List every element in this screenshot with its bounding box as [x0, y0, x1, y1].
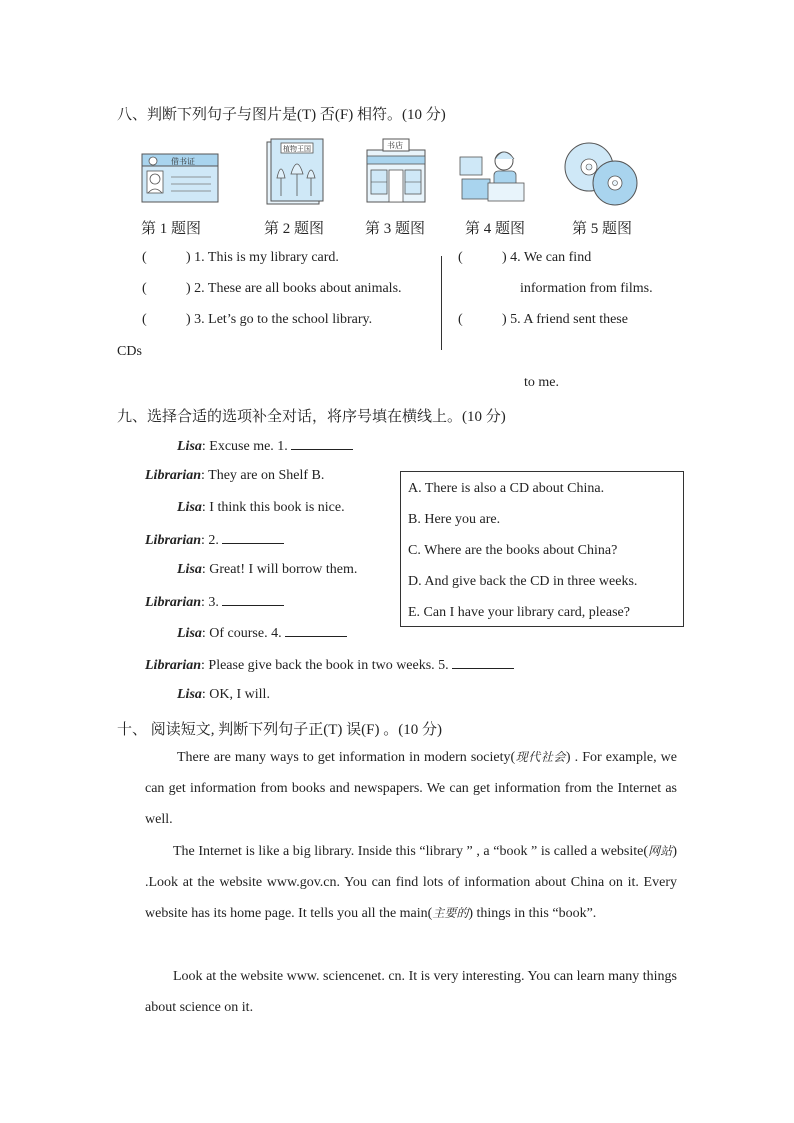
dialogue-text: : Please give back the book in two weeks. 5.: [201, 658, 449, 673]
book-title: 植物王国: [283, 145, 311, 153]
passage-paragraph-2: [145, 836, 677, 929]
q3-wrap-text: CDs: [117, 344, 142, 359]
dialogue-text: : 2.: [201, 533, 219, 548]
section-9-heading: 九、选择合适的选项补全对话，将序号填在横线上。(10 分): [117, 409, 506, 425]
card-title: 借书证: [171, 157, 195, 166]
p2-gloss-2: 主要的: [432, 906, 469, 920]
p2-part-b: ) .Look at the website www.gov.cn. You can find lots of information about China on it. Every website has its home page. It tells you all the main(: [145, 844, 677, 921]
speaker: Lisa: [177, 626, 202, 641]
dialogue-line-7: [177, 624, 347, 642]
p2-part-a: The Internet is like a big library. Inside this “library ” , a “book ” is called a website(: [173, 844, 649, 859]
dialogue-line-2: [145, 468, 324, 484]
picture-caption-1: 第 1 题图: [141, 221, 202, 237]
speaker: Librarian: [145, 658, 202, 673]
q4-open-paren: (: [458, 250, 463, 265]
picture-caption-4: 第 4 题图: [465, 221, 526, 237]
option-d: D. And give back the CD in three weeks.: [408, 574, 638, 589]
speaker: Librarian: [145, 595, 202, 610]
book-icon: [265, 138, 325, 211]
picture-caption-3: 第 3 题图: [365, 221, 426, 237]
speaker: Lisa: [177, 562, 202, 577]
answer-blank-3[interactable]: [222, 593, 284, 606]
library-card-icon: [141, 153, 219, 208]
section-8-heading: 八、判断下列句子与图片是(T) 否(F) 相符。(10 分): [117, 107, 446, 123]
q1-text: ) 1. This is my library card.: [186, 250, 339, 265]
dialogue-line-9: [177, 687, 270, 703]
dialogue-line-4: [145, 531, 284, 549]
dialogue-line-6: [145, 593, 284, 611]
cds-icon: [563, 141, 641, 212]
q3-text: ) 3. Let’s go to the school library.: [186, 312, 373, 327]
speaker: Librarian: [145, 533, 202, 548]
option-b: B. Here you are.: [408, 512, 501, 527]
dialogue-text: : Of course. 4.: [201, 626, 282, 641]
shop-sign: 书店: [387, 141, 403, 150]
section-10-heading: 十、 阅读短文, 判断下列句子正(T) 误(F) 。(10 分): [117, 722, 442, 738]
q5-text-line2: to me.: [524, 375, 559, 390]
passage-paragraph-3: Look at the website www. sciencenet. cn. It is very interesting. You can learn many things about science on it.: [145, 969, 677, 1015]
q5-open-paren: (: [458, 312, 463, 327]
dialogue-line-1: [177, 437, 353, 455]
dialogue-text: : I think this book is nice.: [201, 500, 345, 515]
q5-text: ) 5. A friend sent these: [502, 312, 628, 327]
film-watching-icon: [458, 147, 528, 210]
p1-part-b: ) . For example, we can get information from books and newspapers. We can get information from the Internet as well.: [145, 750, 677, 827]
passage-paragraph-1: [145, 742, 677, 835]
dialogue-text: : OK, I will.: [201, 687, 270, 702]
p2-part-c: ) things in this “book”.: [468, 906, 597, 921]
bookstore-icon: [365, 136, 427, 209]
speaker: Librarian: [145, 468, 202, 483]
p1-gloss: 现代社会: [515, 750, 566, 764]
p1-part-a: There are many ways to get information in modern society(: [177, 750, 516, 765]
picture-caption-5: 第 5 题图: [572, 221, 633, 237]
picture-caption-2: 第 2 题图: [264, 221, 325, 237]
option-a: A. There is also a CD about China.: [408, 481, 605, 496]
q2-open-paren: (: [142, 281, 147, 296]
answer-blank-1[interactable]: [291, 437, 353, 450]
column-divider: [441, 256, 442, 350]
option-c: C. Where are the books about China?: [408, 543, 618, 558]
option-e: E. Can I have your library card, please?: [408, 605, 630, 620]
speaker: Lisa: [177, 439, 202, 454]
p2-gloss: 网站: [648, 844, 673, 858]
q4-text: ) 4. We can find: [502, 250, 592, 265]
dialogue-text: : Excuse me. 1.: [201, 439, 288, 454]
q2-text: ) 2. These are all books about animals.: [186, 281, 402, 296]
speaker: Lisa: [177, 500, 202, 515]
q4-text-line2: information from films.: [520, 281, 653, 296]
speaker: Lisa: [177, 687, 202, 702]
dialogue-line-8: [145, 656, 514, 674]
dialogue-line-5: [177, 562, 357, 578]
q1-open-paren: (: [142, 250, 147, 265]
dialogue-text: : 3.: [201, 595, 219, 610]
answer-blank-4[interactable]: [285, 624, 347, 637]
dialogue-line-3: [177, 500, 345, 516]
q3-open-paren: (: [142, 312, 147, 327]
answer-blank-2[interactable]: [222, 531, 284, 544]
dialogue-text: : Great! I will borrow them.: [201, 562, 358, 577]
dialogue-text: : They are on Shelf B.: [201, 468, 325, 483]
answer-blank-5[interactable]: [452, 656, 514, 669]
